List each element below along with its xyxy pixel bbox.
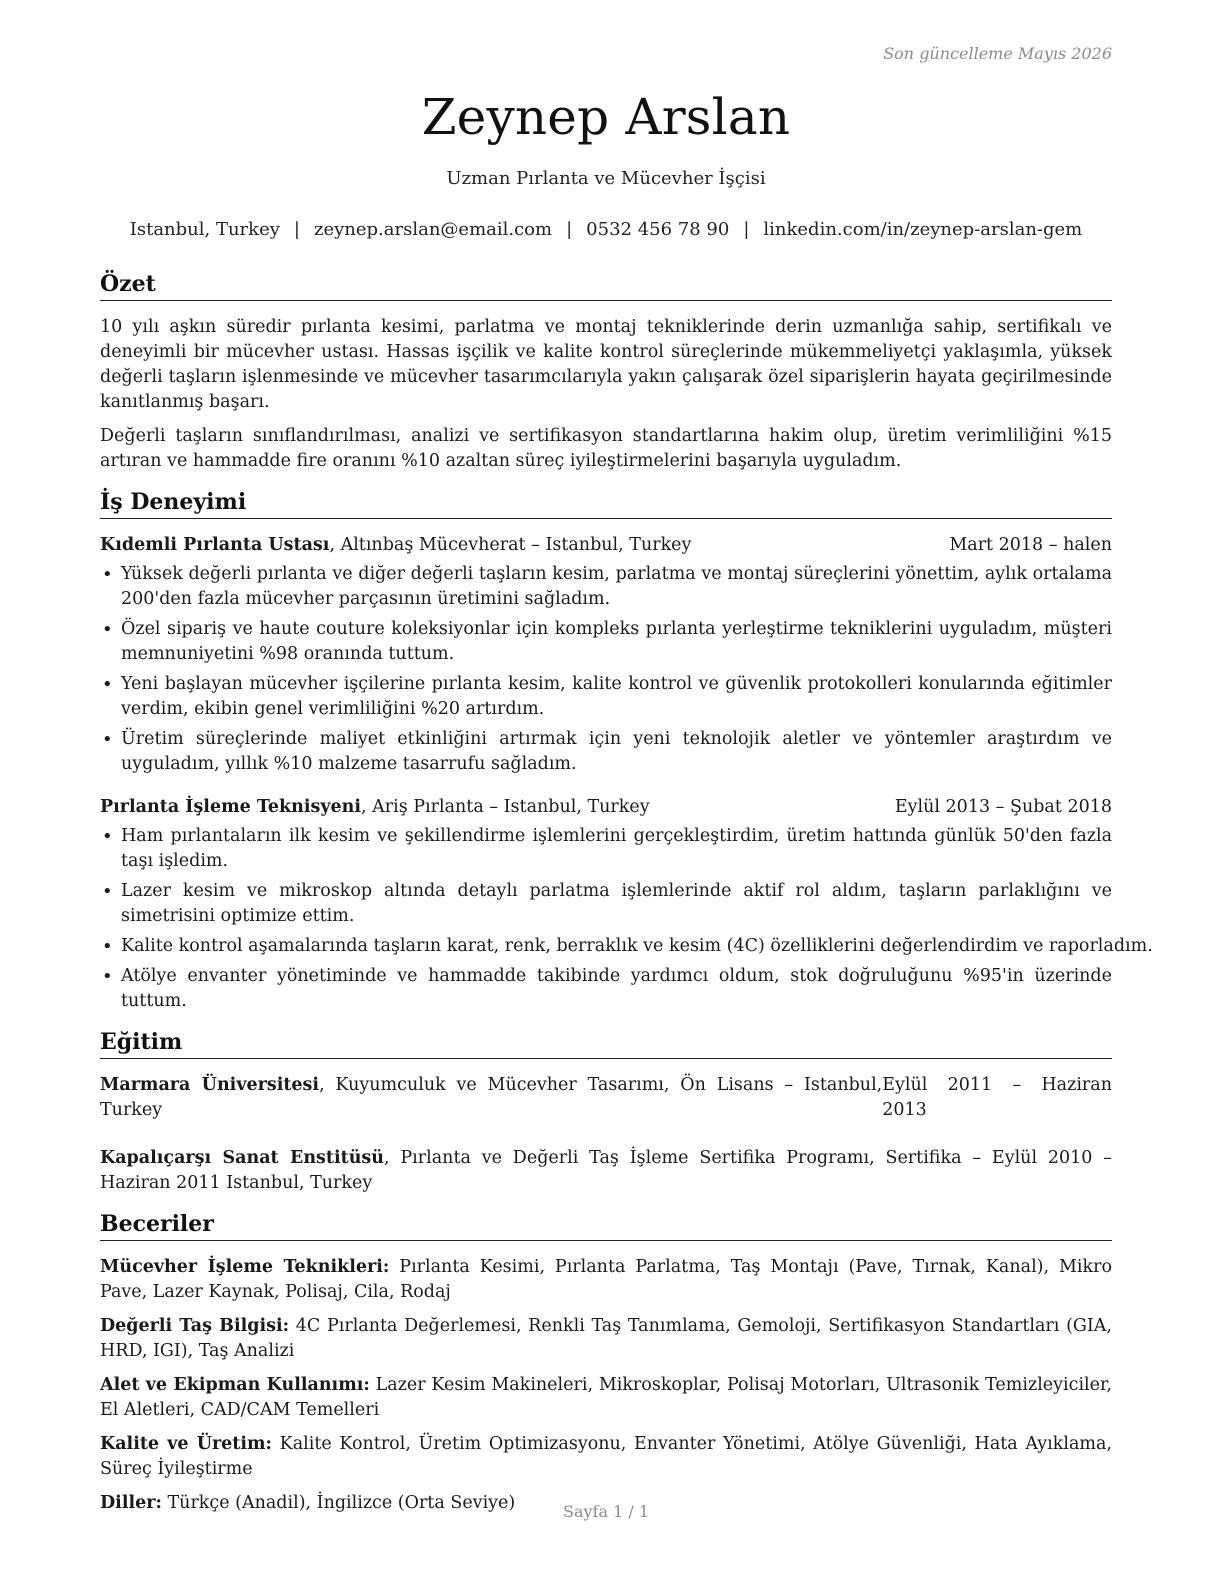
last-updated: Son güncelleme Mayıs 2026 [883, 44, 1112, 63]
education-detail: , Kuyumculuk ve Mücevher Tasarımı, Ön Lisans – Istanbul, Turkey [100, 1075, 883, 1120]
job-role-company [100, 795, 650, 820]
job-bullet: • Yüksek değerli pırlanta ve diğer değerli taşların kesim, parlatma ve montaj süreçlerini yönettim, aylık ortalama 200'den fazla mücevher parçasının üretimini sağladım. [100, 562, 1112, 612]
candidate-name: Zeynep Arslan [421, 88, 791, 146]
education-item [100, 1146, 1112, 1196]
skills-heading: Beceriler [100, 1210, 1112, 1241]
summary-heading: Özet [100, 270, 1112, 301]
resume-content [100, 270, 1153, 1530]
job-role-company [100, 533, 691, 558]
contact-linkedin[interactable]: linkedin.com/in/zeynep-arslan-gem [763, 219, 1083, 240]
page-number: Sayfa 1 / 1 [562, 1502, 649, 1521]
summary-paragraph: Değerli taşların sınıflandırılması, analizi ve sertifikasyon standartlarına hakim olup, üretim verimliliğini %15 artıran ve hammadde fire oranını %10 azaltan süreç iyileştirmelerini başarıyla uyguladım. [100, 426, 1112, 471]
job-bullet: • Üretim süreçlerinde maliyet etkinliğini artırmak için yeni teknolojik aletler ve yöntemler araştırdım ve uyguladım, yıllık %10 malzeme tasarrufu sağladım. [100, 727, 1112, 777]
candidate-title: Uzman Pırlanta ve Mücevher İşçisi [446, 168, 766, 189]
skill-row [100, 1432, 1112, 1482]
job-header [100, 795, 1112, 820]
skills-section [100, 1210, 1112, 1516]
contact-separator: | [293, 219, 300, 240]
contact-email[interactable]: zeynep.arslan@email.com [313, 219, 553, 240]
job-bullet: • Yeni başlayan mücevher işçilerine pırlanta kesim, kalite kontrol ve güvenlik protokolleri konularında eğitimler verdim, ekibin genel verimliliğini %20 artırdım. [100, 672, 1112, 722]
contact-separator: | [566, 219, 573, 240]
education-school-detail [100, 1073, 882, 1123]
job-bullet: • Kalite kontrol aşamalarında taşların karat, renk, berraklık ve kesim (4C) özelliklerini değerlendirdim ve raporladım. [100, 934, 1112, 959]
job-bullet: • Ham pırlantaların ilk kesim ve şekillendirme işlemlerini gerçekleştirdim, üretim hattında günlük 50'den fazla taşı işledim. [100, 824, 1112, 874]
job-bullet: • Atölye envanter yönetiminde ve hammadde takibinde yardımcı oldum, stok doğruluğunu %95'in üzerinde tuttum. [100, 964, 1112, 1014]
job-company: , Ariş Pırlanta – Istanbul, Turkey [361, 797, 650, 817]
skill-value: 4C Pırlanta Değerlemesi, Renkli Taş Tanımlama, Gemoloji, Sertifikasyon Standartları (GIA, HRD, IGI), Taş Analizi [100, 1316, 1112, 1361]
education-item [100, 1073, 1112, 1123]
job-bullet: • Özel sipariş ve haute couture koleksiyonlar için kompleks pırlanta yerleştirme tekniklerini uyguladım, müşteri memnuniyetini %98 oranında tuttum. [100, 617, 1112, 667]
resume-page [100, 0, 1153, 1584]
job-company: , Altınbaş Mücevherat – Istanbul, Turkey [329, 535, 692, 555]
education-heading: Eğitim [100, 1028, 1112, 1059]
experience-heading: İş Deneyimi [100, 488, 1112, 519]
skill-label: Alet ve Ekipman Kullanımı: [100, 1375, 370, 1395]
skill-value: Pırlanta Kesimi, Pırlanta Parlatma, Taş Montajı (Pave, Tırnak, Kanal), Mikro Pave, Lazer Kaynak, Polisaj, Cila, Rodaj [100, 1257, 1112, 1302]
job-role: Kıdemli Pırlanta Ustası [100, 535, 330, 555]
skill-row [100, 1314, 1112, 1364]
education-school: Kapalıçarşı Sanat Enstitüsü [100, 1148, 385, 1168]
skill-value: Lazer Kesim Makineleri, Mikroskoplar, Polisaj Motorları, Ultrasonik Temizleyiciler, El Aletleri, CAD/CAM Temelleri [100, 1375, 1112, 1420]
skill-value: Kalite Kontrol, Üretim Optimizasyonu, Envanter Yönetimi, Atölye Güvenliği, Hata Ayıklama, Süreç İyileştirme [100, 1434, 1112, 1479]
education-dates: Eylül 2011 – Haziran 2013 [882, 1075, 1112, 1120]
education-school: Marmara Üniversitesi [100, 1075, 320, 1095]
job-role: Pırlanta İşleme Teknisyeni [100, 797, 361, 817]
education-detail: , Pırlanta ve Değerli Taş İşleme Sertifika Programı, Sertifika – Eylül 2010 – Haziran 2011 Istanbul, Turkey [100, 1148, 1112, 1193]
skill-label: Diller: [100, 1493, 162, 1513]
job-dates: Mart 2018 – halen [949, 535, 1112, 555]
summary-section [100, 270, 1112, 474]
contact-line [100, 219, 1112, 240]
skill-value: Türkçe (Anadil), İngilizce (Orta Seviye) [161, 1493, 516, 1513]
contact-location: Istanbul, Turkey [129, 219, 280, 240]
job-bullet: • Lazer kesim ve mikroskop altında detaylı parlatma işlemlerinde aktif rol aldım, taşların parlaklığını ve simetrisini optimize ettim. [100, 879, 1112, 929]
job-bullets [100, 824, 1153, 1014]
experience-section [100, 488, 1153, 1014]
contact-phone[interactable]: 0532 456 78 90 [586, 219, 730, 240]
skill-row [100, 1255, 1112, 1305]
skill-label: Kalite ve Üretim: [100, 1434, 273, 1454]
education-section [100, 1028, 1112, 1196]
skill-label: Mücevher İşleme Teknikleri: [100, 1257, 390, 1277]
job-dates: Eylül 2013 – Şubat 2018 [894, 797, 1112, 817]
summary-paragraph: 10 yılı aşkın süredir pırlanta kesimi, parlatma ve montaj tekniklerinde derin uzmanlığa sahip, sertifikalı ve deneyimli bir mücevher ustası. Hassas işçilik ve kalite kontrol süreçlerinde mükemmeliyetçi yaklaşımla, yüksek değerli taşların işlenmesinde ve mücevher tasarımcılarıyla yakın çalışarak özel siparişlerin hayata geçirilmesinde kanıtlanmış başarı. [100, 317, 1112, 412]
job-header [100, 533, 1112, 558]
skill-row [100, 1373, 1112, 1423]
skill-label: Değerli Taş Bilgisi: [100, 1316, 290, 1336]
job-bullets [100, 562, 1112, 777]
contact-separator: | [743, 219, 750, 240]
